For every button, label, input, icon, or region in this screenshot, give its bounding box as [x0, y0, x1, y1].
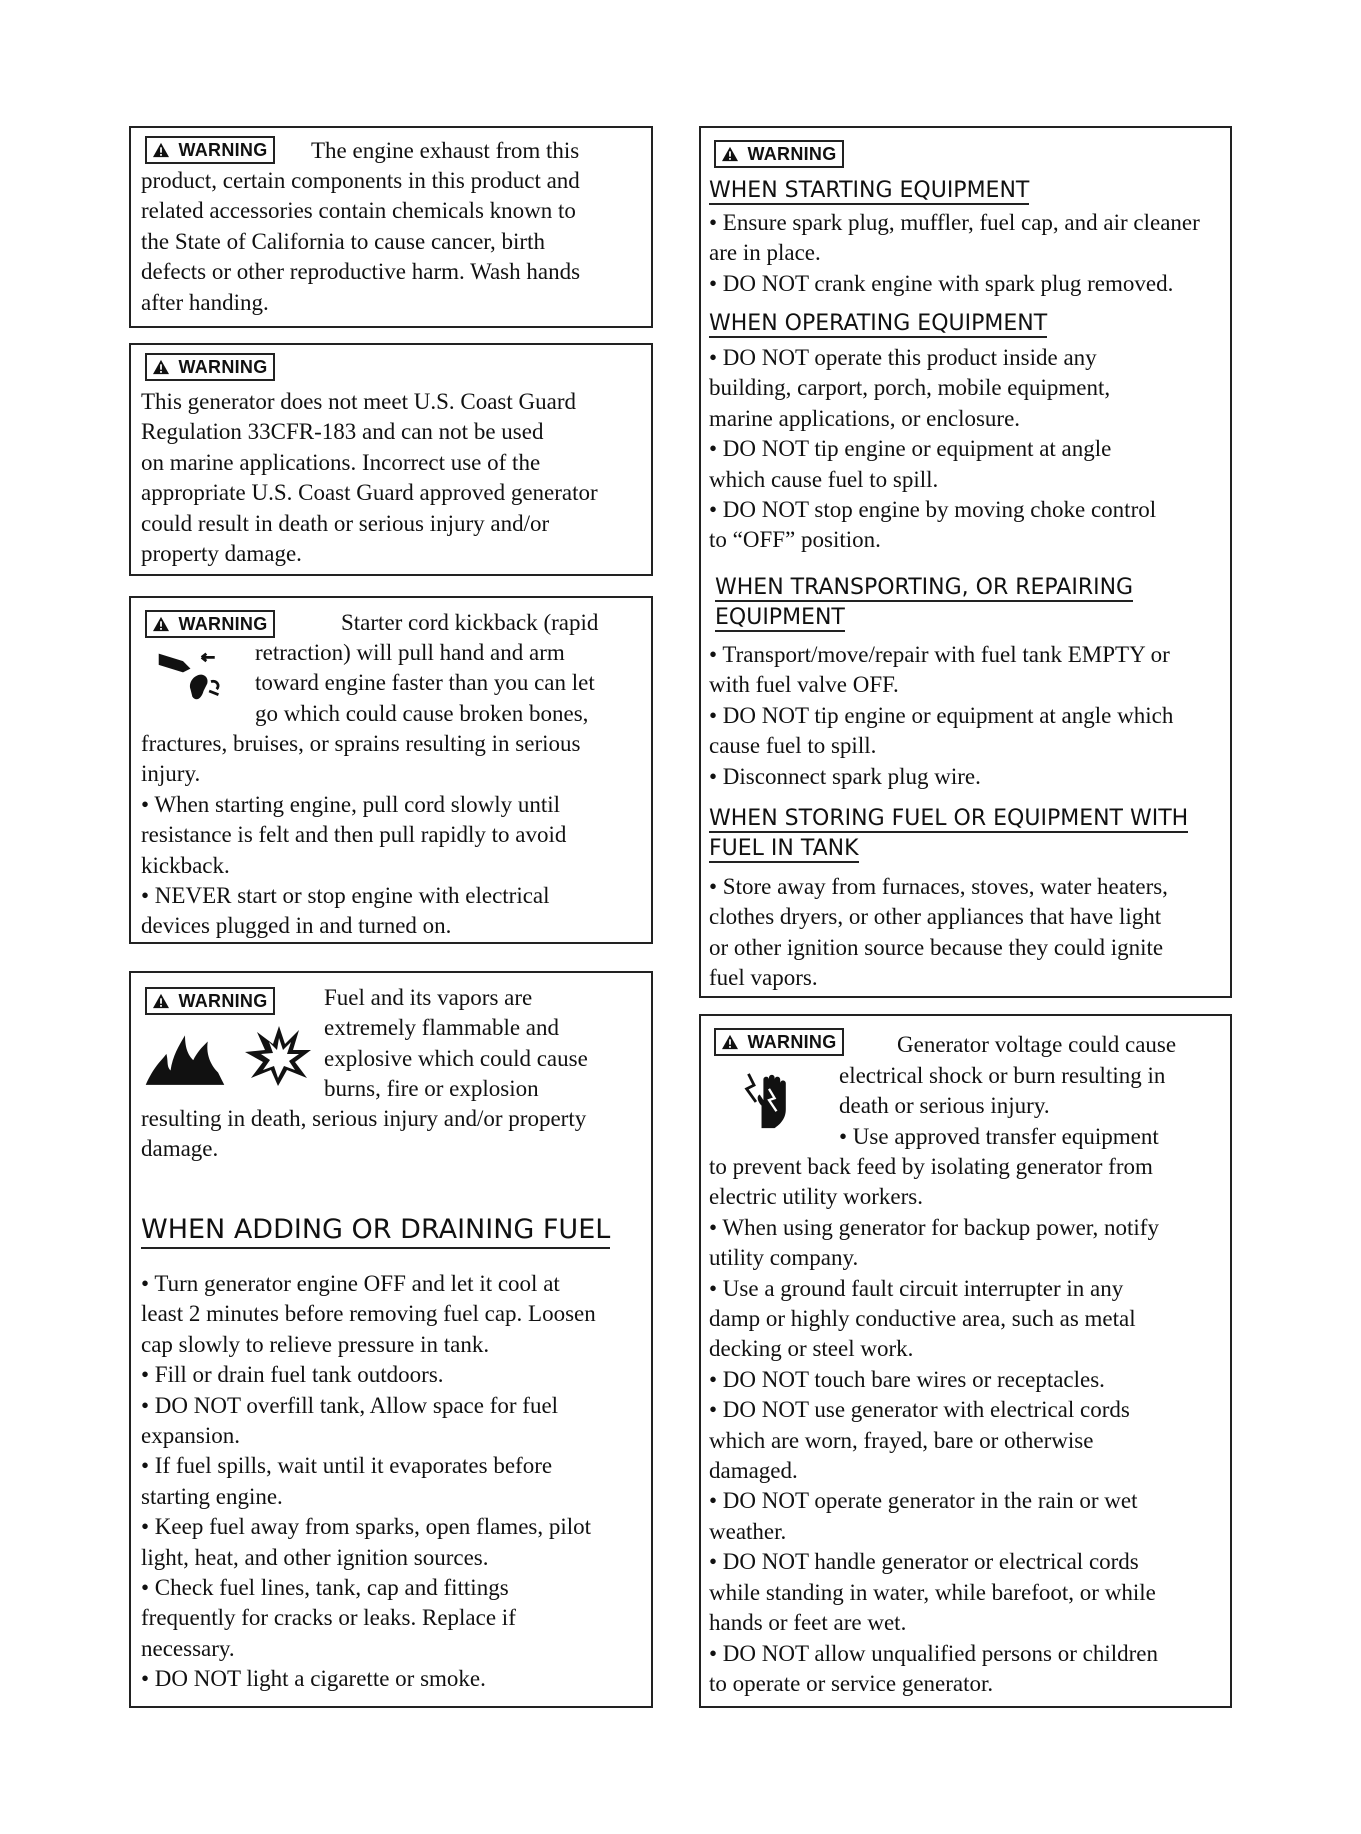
box3-lead: Starter cord kickback (rapid [341, 610, 599, 635]
starting-equipment-text: • Ensure spark plug, muffler, fuel cap, and air cleaner are in place. • DO NOT crank engine with spark plug removed. [709, 210, 1200, 296]
alert-triangle-icon [152, 359, 170, 375]
prop65-warning-box [129, 126, 653, 328]
alert-triangle-icon [152, 993, 170, 1009]
warning-badge [145, 987, 275, 1015]
adding-draining-fuel-heading: WHEN ADDING OR DRAINING FUEL [141, 1213, 610, 1247]
flame-icon [143, 1025, 227, 1087]
operating-equipment-heading: WHEN OPERATING EQUIPMENT [709, 311, 1048, 336]
warning-badge [145, 610, 275, 638]
box1-lead: The engine exhaust from this [311, 138, 580, 163]
fuel-warning-box [129, 971, 653, 1708]
alert-triangle-icon [721, 1034, 739, 1050]
box3-body: fractures, bruises, or sprains resulting in serious injury. • When starting engine, pull cord slowly until resistance is felt and then pull rapidly to avoid kickback. • NEVER start or stop engine with electrical devices plugged in and turned on. [141, 731, 581, 939]
storing-fuel-heading-line2: FUEL IN TANK [709, 836, 859, 861]
kickback-warning-box [129, 596, 653, 944]
operating-equipment-text: • DO NOT operate this product inside any building, carport, porch, mobile equipment, marine applications, or enclosure. • DO NOT tip engine or equipment at angle which cause fuel to spill. • DO NOT stop engine by moving choke control to “OFF” position. [709, 345, 1157, 553]
warning-label: WARNING [178, 356, 268, 377]
transporting-equipment-text: • Transport/move/repair with fuel tank EMPTY or with fuel valve OFF. • DO NOT tip engine or equipment at angle which cause fuel to spill. • Disconnect spark plug wire. [709, 642, 1174, 789]
kickback-hand-icon [155, 644, 239, 710]
box3-side: retraction) will pull hand and arm toward engine faster than you can let go which could cause broken bones, [255, 640, 595, 726]
warning-label: WARNING [747, 1031, 837, 1052]
warning-label: WARNING [178, 990, 268, 1011]
warning-label: WARNING [178, 613, 268, 634]
box1-body: product, certain components in this product and related accessories contain chemicals known to the State of California to cause cancer, birth defects or other reproductive harm. Wash hands after handing. [141, 168, 581, 315]
box6-side: electrical shock or burn resulting in death or serious injury. • Use approved transfer equipment [839, 1063, 1166, 1149]
storing-fuel-heading: WHEN STORING FUEL OR EQUIPMENT WITH [709, 806, 1189, 831]
box4-side: Fuel and its vapors are extremely flammable and explosive which could cause burns, fire or explosion [324, 985, 588, 1102]
alert-triangle-icon [152, 142, 170, 158]
warning-badge [714, 140, 844, 168]
warning-label: WARNING [178, 139, 268, 160]
transporting-equipment-heading: WHEN TRANSPORTING, OR REPAIRING [715, 575, 1134, 600]
alert-triangle-icon [152, 616, 170, 632]
coast-guard-warning-box [129, 343, 653, 576]
explosion-icon [243, 1025, 313, 1087]
warning-badge [145, 353, 275, 381]
equipment-warning-box [699, 126, 1232, 998]
electric-shock-hand-icon [741, 1068, 797, 1134]
box2-body: This generator does not meet U.S. Coast Guard Regulation 33CFR-183 and can not be used on marine applications. Incorrect use of the appropriate U.S. Coast Guard approved generator could result in death or serious injury and/or property damage. [141, 389, 598, 567]
starting-equipment-heading: WHEN STARTING EQUIPMENT [709, 178, 1030, 203]
alert-triangle-icon [721, 146, 739, 162]
box4-body: resulting in death, serious injury and/or property damage. [141, 1106, 587, 1162]
warning-badge [145, 136, 275, 164]
warning-label: WARNING [747, 143, 837, 164]
box6-lead: Generator voltage could cause [897, 1032, 1177, 1057]
electrical-warning-box [699, 1014, 1232, 1708]
storing-fuel-text: • Store away from furnaces, stoves, water heaters, clothes dryers, or other appliances that have light or other ignition source because they could ignite fuel vapors. [709, 874, 1168, 991]
box6-body: to prevent back feed by isolating generator from electric utility workers. • When using generator for backup power, notify utility company. • Use a ground fault circuit interrupter in any damp or highly conductive area, such as metal decking or steel work. • DO NOT touch bare wires or receptacles. • DO NOT use generator with electrical cords which are worn, frayed, bare or otherwise damaged. • DO NOT operate generator in the rain or wet weather. • DO NOT handle generator or electrical cords while standing in water, while barefoot, or while hands or feet are wet. • DO NOT allow unqualified persons or children to operate or service generator. [709, 1154, 1159, 1696]
warning-badge [714, 1028, 844, 1056]
box4-list: • Turn generator engine OFF and let it cool at least 2 minutes before removing fuel cap. Loosen cap slowly to relieve pressure in tank. • Fill or drain fuel tank outdoors. • DO NOT overfill tank, Allow space for fuel expansion. • If fuel spills, wait until it evaporates before starting engine. • Keep fuel away from sparks, open flames, pilot light, heat, and other ignition sources. • Check fuel lines, tank, cap and fittings frequently for cracks or leaks. Replace if necessary. • DO NOT light a cigarette or smoke. [141, 1271, 596, 1692]
transporting-equipment-heading-line2: EQUIPMENT [715, 605, 845, 630]
